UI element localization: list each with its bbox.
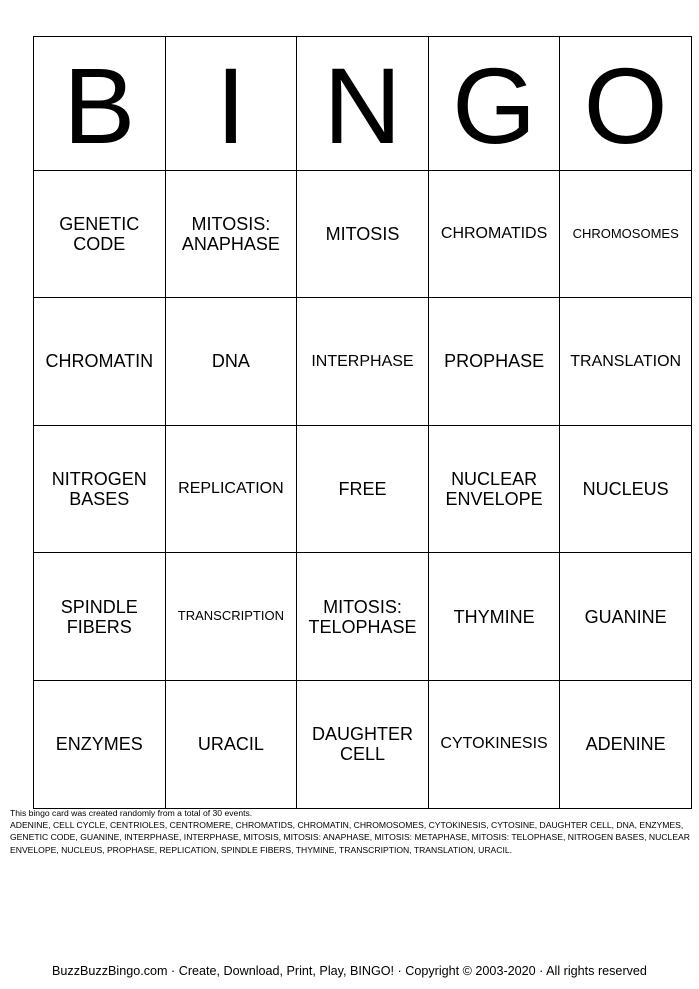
header-letter-i: I [165,37,297,171]
cell-text: CHROMATIN [45,351,154,372]
bingo-row-5 [34,680,692,808]
note-intro: This bingo card was created randomly from a total of 30 events. [10,808,253,818]
event-list-note [10,807,690,856]
free-space-text: FREE [338,479,387,499]
bingo-cell [560,425,692,553]
cell-text: URACIL [197,734,264,755]
bingo-cell [165,553,297,681]
bingo-cell [165,680,297,808]
bingo-cell [428,553,560,681]
cell-text: MITOSIS [325,223,400,244]
bingo-row-1 [34,170,692,298]
site-footer: BuzzBuzzBingo.com · Create, Download, Print, Play, BINGO! · Copyright © 2003-2020 · All rights reserved [52,964,647,978]
cell-text: TRANSCRIPTION [177,608,284,624]
bingo-cell [560,553,692,681]
bingo-cell [34,553,166,681]
cell-text: PROPHASE [444,351,545,372]
bingo-cell [34,298,166,426]
cell-text: REPLICATION [178,480,284,498]
bingo-cell [428,425,560,553]
cell-text: SPINDLE FIBERS [60,596,138,637]
bingo-cell [560,680,692,808]
cell-text: GUANINE [584,606,667,627]
cell-text: ENZYMES [55,734,143,755]
cell-text: INTERPHASE [311,352,414,370]
bingo-cell [165,425,297,553]
cell-text: ADENINE [585,734,666,755]
bingo-row-3 [34,425,692,553]
cell-text: DNA [211,351,250,372]
bingo-card [33,36,692,809]
cell-text: NITROGEN BASES [51,468,147,510]
cell-text: CHROMOSOMES [572,225,679,241]
bingo-cell [34,170,166,298]
cell-text: NUCLEUS [582,479,669,499]
bingo-row-2 [34,298,692,426]
bingo-row-4 [34,553,692,681]
header-letter-n: N [297,37,429,171]
note-events: ADENINE, CELL CYCLE, CENTRIOLES, CENTROMERE, CHROMATIDS, CHROMATIN, CHROMOSOMES, CYTOKINESIS, CYTOSINE, DAUGHTER CELL, DNA, ENZYMES, GENETIC CODE, GUANINE, INTERPHASE, INTERPHASE, MITOSIS, MITOSIS: ANAPHASE, MITOSIS: METAPHASE, MITOSIS: TELOPHASE, NITROGEN BASES, NUCLEAR ENVELOPE, NUCLEUS, PROPHASE, REPLICATION, SPINDLE FIBERS, THYMINE, TRANSCRIPTION, TRANSLATION, URACIL. [10,820,691,855]
bingo-cell [297,298,429,426]
cell-text: CHROMATIDS [440,224,548,242]
cell-text: MITOSIS: ANAPHASE [181,213,280,254]
bingo-cell [165,170,297,298]
cell-text: DAUGHTER CELL [311,724,413,765]
bingo-cell [34,680,166,808]
free-space-cell [297,425,429,553]
header-letter-b: B [34,37,166,171]
bingo-cell [165,298,297,426]
bingo-header-row [34,37,692,171]
bingo-cell [428,680,560,808]
cell-text: NUCLEAR ENVELOPE [445,468,543,510]
bingo-cell [560,170,692,298]
bingo-cell [428,298,560,426]
header-letter-o: O [560,37,692,171]
cell-text: GENETIC CODE [59,213,140,254]
cell-text: THYMINE [453,606,535,627]
cell-text: TRANSLATION [570,352,682,370]
cell-text: CYTOKINESIS [440,735,548,753]
header-letter-g: G [428,37,560,171]
bingo-cell [297,680,429,808]
bingo-cell [34,425,166,553]
bingo-cell [297,170,429,298]
bingo-cell [428,170,560,298]
bingo-cell [297,553,429,681]
cell-text: MITOSIS: TELOPHASE [308,596,417,637]
bingo-cell [560,298,692,426]
